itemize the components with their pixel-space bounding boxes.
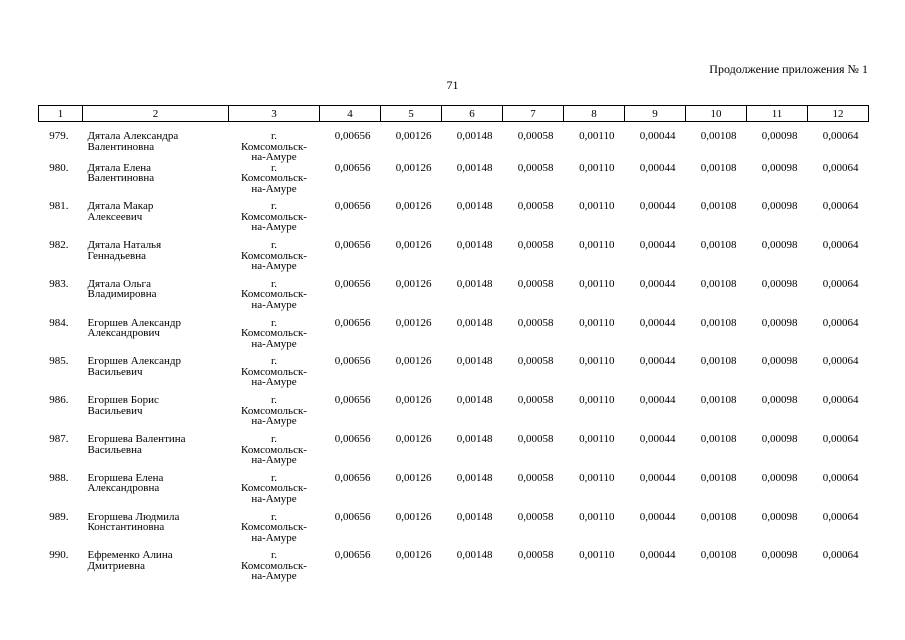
row-number-cell: 982. [49,239,69,252]
value-cell: 0,00148 [456,316,493,329]
person-name-cell: Егоршев Александр Васильевич [87,355,182,378]
value-cell: 0,00126 [395,549,432,562]
person-name-cell: Дятала Александра Валентиновна [87,130,179,153]
column-header: 1 [39,106,83,122]
value-cell: 0,00098 [761,316,798,329]
table-row [39,163,869,202]
value-cell: 0,00148 [456,130,493,142]
city-cell: г. Комсомольск- на-Амуре [241,200,307,234]
value-cell: 0,00110 [579,549,615,562]
value-cell: 0,00044 [639,355,676,368]
person-name-cell: Егоршева Елена Александровна [87,471,164,495]
value-cell: 0,00064 [822,433,859,446]
value-cell: 0,00148 [456,239,493,252]
value-cell: 0,00064 [822,471,859,484]
value-cell: 0,00110 [579,200,615,213]
column-header: 12 [808,106,869,122]
row-number-cell: 983. [49,277,69,290]
value-cell: 0,00148 [456,433,493,446]
value-cell: 0,00110 [579,355,615,368]
row-number-cell: 986. [49,394,69,407]
value-cell: 0,00098 [761,510,798,523]
table-row [39,122,869,163]
value-cell: 0,00148 [456,394,493,407]
value-cell: 0,00108 [700,355,737,368]
value-cell: 0,00108 [700,471,737,484]
value-cell: 0,00108 [700,277,737,290]
city-cell: г. Комсомольск- на-Амуре [241,394,307,428]
header-row [39,106,869,122]
value-cell: 0,00064 [822,394,859,407]
column-header: 3 [229,106,320,122]
value-cell: 0,00148 [456,471,493,484]
city-cell: г. Комсомольск- на-Амуре [241,130,307,163]
value-cell: 0,00064 [822,549,859,562]
value-cell: 0,00110 [579,316,615,329]
value-cell: 0,00058 [517,433,554,446]
column-header: 7 [503,106,564,122]
value-cell: 0,00148 [456,549,493,562]
value-cell: 0,00110 [579,433,615,446]
value-cell: 0,00058 [517,510,554,523]
value-cell: 0,00058 [517,130,554,142]
value-cell: 0,00126 [395,433,432,446]
city-cell: г. Комсомольск- на-Амуре [241,471,307,505]
value-cell: 0,00110 [579,239,615,252]
value-cell: 0,00064 [822,161,859,174]
city-cell: г. Комсомольск- на-Амуре [241,355,307,389]
row-number-cell: 987. [49,433,69,446]
person-name-cell: Ефременко Алина Дмитриевна [87,549,173,572]
column-header: 10 [686,106,747,122]
person-name-cell: Егоршев Борис Васильевич [87,394,159,417]
value-cell: 0,00148 [456,161,493,174]
table-row [39,395,869,434]
value-cell: 0,00110 [579,130,615,142]
value-cell: 0,00108 [700,394,737,407]
table-row [39,473,869,512]
value-cell: 0,00126 [395,200,432,213]
value-cell: 0,00108 [700,316,737,329]
value-cell: 0,00098 [761,355,798,368]
value-cell: 0,00126 [395,316,432,329]
value-cell: 0,00110 [579,510,615,523]
value-cell: 0,00108 [700,200,737,213]
city-cell: г. Комсомольск- на-Амуре [241,316,307,350]
value-cell: 0,00108 [700,161,737,174]
value-cell: 0,00098 [761,433,798,446]
row-number-cell: 980. [49,161,69,174]
value-cell: 0,00110 [579,161,615,174]
value-cell: 0,00656 [334,277,371,290]
value-cell: 0,00148 [456,510,493,523]
value-cell: 0,00098 [761,394,798,407]
table-header [39,106,869,122]
city-cell: г. Комсомольск- на-Амуре [241,277,307,311]
value-cell: 0,00126 [395,239,432,252]
table-row [39,201,869,240]
column-header: 5 [381,106,442,122]
value-cell: 0,00058 [517,355,554,368]
value-cell: 0,00098 [761,130,798,142]
value-cell: 0,00058 [517,471,554,484]
person-name-cell: Егоршев Александр Александрович [87,316,182,340]
value-cell: 0,00044 [639,239,676,252]
column-header: 8 [564,106,625,122]
value-cell: 0,00058 [517,549,554,562]
value-cell: 0,00110 [579,394,615,407]
value-cell: 0,00058 [517,161,554,174]
city-cell: г. Комсомольск- на-Амуре [241,549,307,583]
value-cell: 0,00098 [761,239,798,252]
city-cell: г. Комсомольск- на-Амуре [241,510,307,544]
value-cell: 0,00126 [395,130,432,142]
row-number-cell: 981. [49,200,69,213]
value-cell: 0,00148 [456,355,493,368]
value-cell: 0,00656 [334,394,371,407]
table-row [39,434,869,473]
value-cell: 0,00064 [822,355,859,368]
table-row [39,512,869,551]
column-header: 6 [442,106,503,122]
column-header: 11 [747,106,808,122]
row-number-cell: 990. [49,549,69,562]
value-cell: 0,00656 [334,355,371,368]
value-cell: 0,00098 [761,277,798,290]
value-cell: 0,00098 [761,200,798,213]
value-cell: 0,00148 [456,277,493,290]
value-cell: 0,00656 [334,316,371,329]
value-cell: 0,00044 [639,394,676,407]
value-cell: 0,00098 [761,161,798,174]
value-cell: 0,00064 [822,200,859,213]
value-cell: 0,00656 [334,239,371,252]
value-cell: 0,00064 [822,277,859,290]
row-number-cell: 979. [49,130,69,142]
row-number-cell: 989. [49,510,69,523]
data-table [38,105,869,589]
column-header: 4 [320,106,381,122]
table-row [39,240,869,279]
value-cell: 0,00126 [395,471,432,484]
value-cell: 0,00044 [639,471,676,484]
value-cell: 0,00044 [639,130,676,142]
city-cell: г. Комсомольск- на-Амуре [241,433,307,467]
value-cell: 0,00044 [639,433,676,446]
person-name-cell: Дятала Елена Валентиновна [87,161,155,184]
value-cell: 0,00108 [700,549,737,562]
person-name-cell: Егоршева Валентина Васильевна [87,433,186,456]
value-cell: 0,00656 [334,200,371,213]
value-cell: 0,00064 [822,510,859,523]
table-row [39,356,869,395]
page-number: 71 [446,78,459,92]
value-cell: 0,00656 [334,510,371,523]
value-cell: 0,00064 [822,239,859,252]
table-row [39,279,869,318]
value-cell: 0,00110 [579,471,615,484]
column-header: 2 [83,106,229,122]
value-cell: 0,00098 [761,471,798,484]
row-number-cell: 988. [49,471,69,484]
value-cell: 0,00656 [334,161,371,174]
city-cell: г. Комсомольск- на-Амуре [241,161,307,195]
table-row [39,550,869,589]
city-cell: г. Комсомольск- на-Амуре [241,239,307,273]
value-cell: 0,00108 [700,433,737,446]
value-cell: 0,00044 [639,510,676,523]
value-cell: 0,00656 [334,130,371,142]
value-cell: 0,00126 [395,394,432,407]
value-cell: 0,00064 [822,130,859,142]
person-name-cell: Дятала Ольга Владимировна [87,277,157,301]
person-name-cell: Егоршева Людмила Константиновна [87,510,180,534]
value-cell: 0,00126 [395,277,432,290]
value-cell: 0,00058 [517,200,554,213]
value-cell: 0,00126 [395,510,432,523]
value-cell: 0,00108 [700,510,737,523]
value-cell: 0,00126 [395,161,432,174]
value-cell: 0,00044 [639,277,676,290]
value-cell: 0,00110 [579,277,615,290]
row-number-cell: 984. [49,316,69,329]
value-cell: 0,00656 [334,471,371,484]
value-cell: 0,00044 [639,316,676,329]
value-cell: 0,00656 [334,433,371,446]
person-name-cell: Дятала Макар Алексеевич [87,200,154,223]
person-name-cell: Дятала Наталья Геннадьевна [87,239,162,262]
value-cell: 0,00656 [334,549,371,562]
value-cell: 0,00108 [700,239,737,252]
value-cell: 0,00058 [517,316,554,329]
value-cell: 0,00058 [517,277,554,290]
value-cell: 0,00126 [395,355,432,368]
column-header: 9 [625,106,686,122]
value-cell: 0,00058 [517,394,554,407]
value-cell: 0,00044 [639,200,676,213]
value-cell: 0,00148 [456,200,493,213]
value-cell: 0,00044 [639,549,676,562]
value-cell: 0,00064 [822,316,859,329]
value-cell: 0,00108 [700,130,737,142]
table-row [39,318,869,357]
row-number-cell: 985. [49,355,69,368]
appendix-continuation-note: Продолжение приложения № 1 [709,62,868,76]
value-cell: 0,00044 [639,161,676,174]
table-body [39,122,869,590]
value-cell: 0,00098 [761,549,798,562]
value-cell: 0,00058 [517,239,554,252]
